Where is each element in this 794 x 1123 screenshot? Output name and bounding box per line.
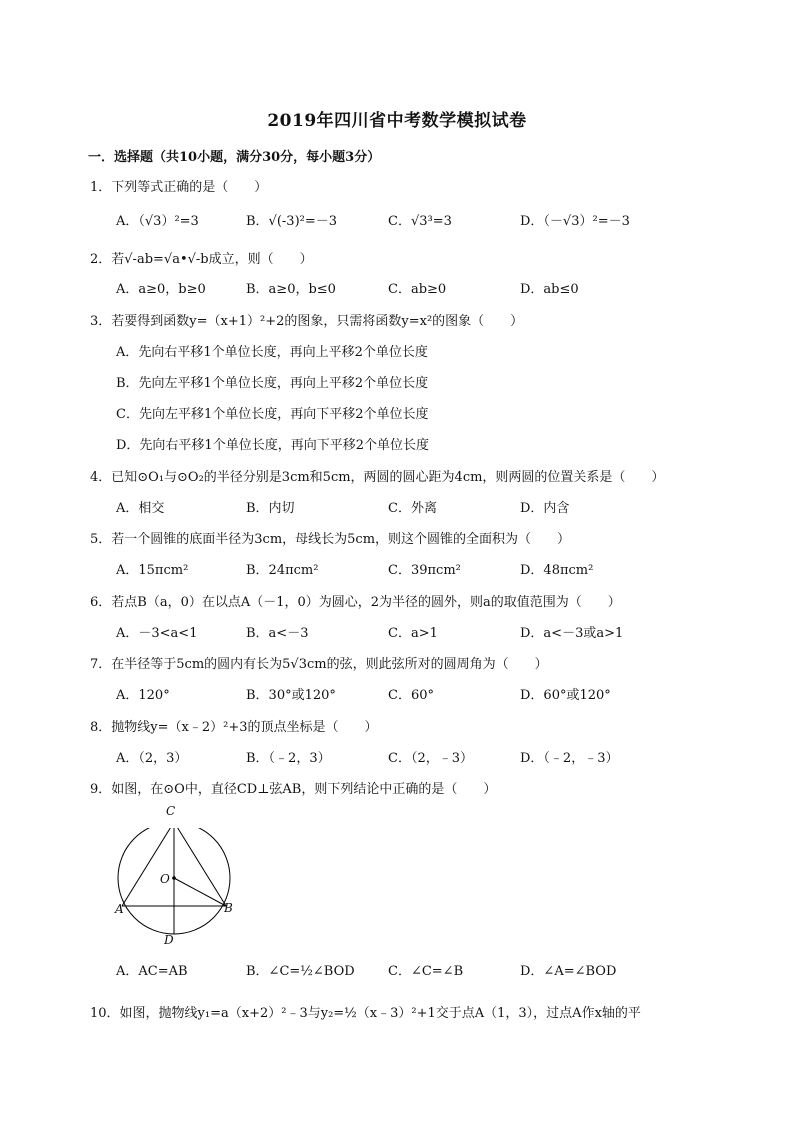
option-b: B．a≥0，b≤0 — [246, 282, 336, 297]
option-c: C．∠C=∠B — [388, 964, 464, 979]
option-d: D．内含 — [520, 501, 570, 516]
label-d: D — [164, 933, 174, 947]
option-c: C．a>1 — [388, 626, 438, 641]
segment-cb — [174, 828, 226, 906]
option-d: D．（－√3）²=－3 — [520, 214, 630, 229]
question-stem: 7．在半径等于5cm的圆内有长为5√3cm的弦，则此弦所对的圆周角为（ ） — [90, 657, 548, 672]
option-a: A．（2，3） — [116, 751, 188, 766]
option-c: C．√3³=3 — [388, 214, 452, 229]
question-stem: 8．抛物线y=（x﹣2）²+3的顶点坐标是（ ） — [90, 720, 378, 735]
option-d: D．∠A=∠BOD — [520, 964, 617, 979]
option-a: A．AC=AB — [116, 964, 188, 979]
segment-ob — [174, 878, 226, 906]
option-a: A．120° — [116, 688, 170, 703]
option-d: D．先向右平移1个单位长度，再向下平移2个单位长度 — [116, 438, 429, 453]
option-b: B．a<－3 — [246, 626, 309, 641]
option-b: B．30°或120° — [246, 688, 336, 703]
option-d: D．ab≤0 — [520, 282, 579, 297]
question-stem: 6．若点B（a，0）在以点A（－1，0）为圆心，2为半径的圆外，则a的取值范围为（ ） — [90, 595, 621, 610]
section-heading: 一．选择题（共10小题，满分30分，每小题3分） — [88, 150, 381, 165]
circle-diagram — [106, 828, 246, 952]
segment-ca — [122, 828, 174, 906]
question-stem: 1．下列等式正确的是（ ） — [90, 180, 268, 195]
option-c: C．ab≥0 — [388, 282, 447, 297]
question-stem: 4．已知⊙O₁与⊙O₂的半径分别是3cm和5cm，两圆的圆心距为4cm，则两圆的位置关系是（ ） — [90, 470, 665, 485]
option-c: C．60° — [388, 688, 434, 703]
option-b: B．（﹣2，3） — [246, 751, 331, 766]
label-o: O — [160, 872, 170, 886]
question-stem: 10．如图，抛物线y₁=a（x+2）²﹣3与y₂=½（x﹣3）²+1交于点A（1，3），过点A作x轴的平 — [90, 1006, 641, 1021]
option-c: C．（2，﹣3） — [388, 751, 473, 766]
option-a: A．15πcm² — [116, 563, 189, 578]
question-stem: 9．如图，在⊙O中，直径CD⊥弦AB，则下列结论中正确的是（ ） — [90, 782, 497, 797]
option-a: A．a≥0，b≥0 — [116, 282, 206, 297]
option-b: B．内切 — [246, 501, 295, 516]
label-a: A — [115, 902, 124, 916]
option-c: C．外离 — [388, 501, 437, 516]
label-c: C — [166, 804, 176, 818]
question-stem: 2．若√-ab=√a•√-b成立，则（ ） — [90, 252, 313, 267]
option-c: C．先向左平移1个单位长度，再向下平移2个单位长度 — [116, 407, 429, 422]
option-a: A．－3<a<1 — [116, 626, 198, 641]
option-b: B．√(-3)²=－3 — [246, 214, 338, 229]
option-b: B．先向左平移1个单位长度，再向上平移2个单位长度 — [116, 376, 429, 391]
option-a: A．相交 — [116, 501, 165, 516]
option-c: C．39πcm² — [388, 563, 461, 578]
page-title: 2019年四川省中考数学模拟试卷 — [267, 111, 527, 131]
option-b: B．∠C=½∠BOD — [246, 964, 355, 979]
option-a: A．先向右平移1个单位长度，再向上平移2个单位长度 — [116, 345, 428, 360]
option-d: D．48πcm² — [520, 563, 594, 578]
option-d: D．（﹣2，﹣3） — [520, 751, 619, 766]
question-stem: 5．若一个圆锥的底面半径为3cm，母线长为5cm，则这个圆锥的全面积为（ ） — [90, 532, 571, 547]
option-d: D．60°或120° — [520, 688, 611, 703]
label-b: B — [224, 901, 233, 915]
option-b: B．24πcm² — [246, 563, 319, 578]
center-point — [172, 876, 176, 880]
option-a: A．（√3）²=3 — [116, 214, 199, 229]
question-stem: 3．若要得到函数y=（x+1）²+2的图象，只需将函数y=x²的图象（ ） — [90, 314, 524, 329]
option-d: D．a<－3或a>1 — [520, 626, 624, 641]
